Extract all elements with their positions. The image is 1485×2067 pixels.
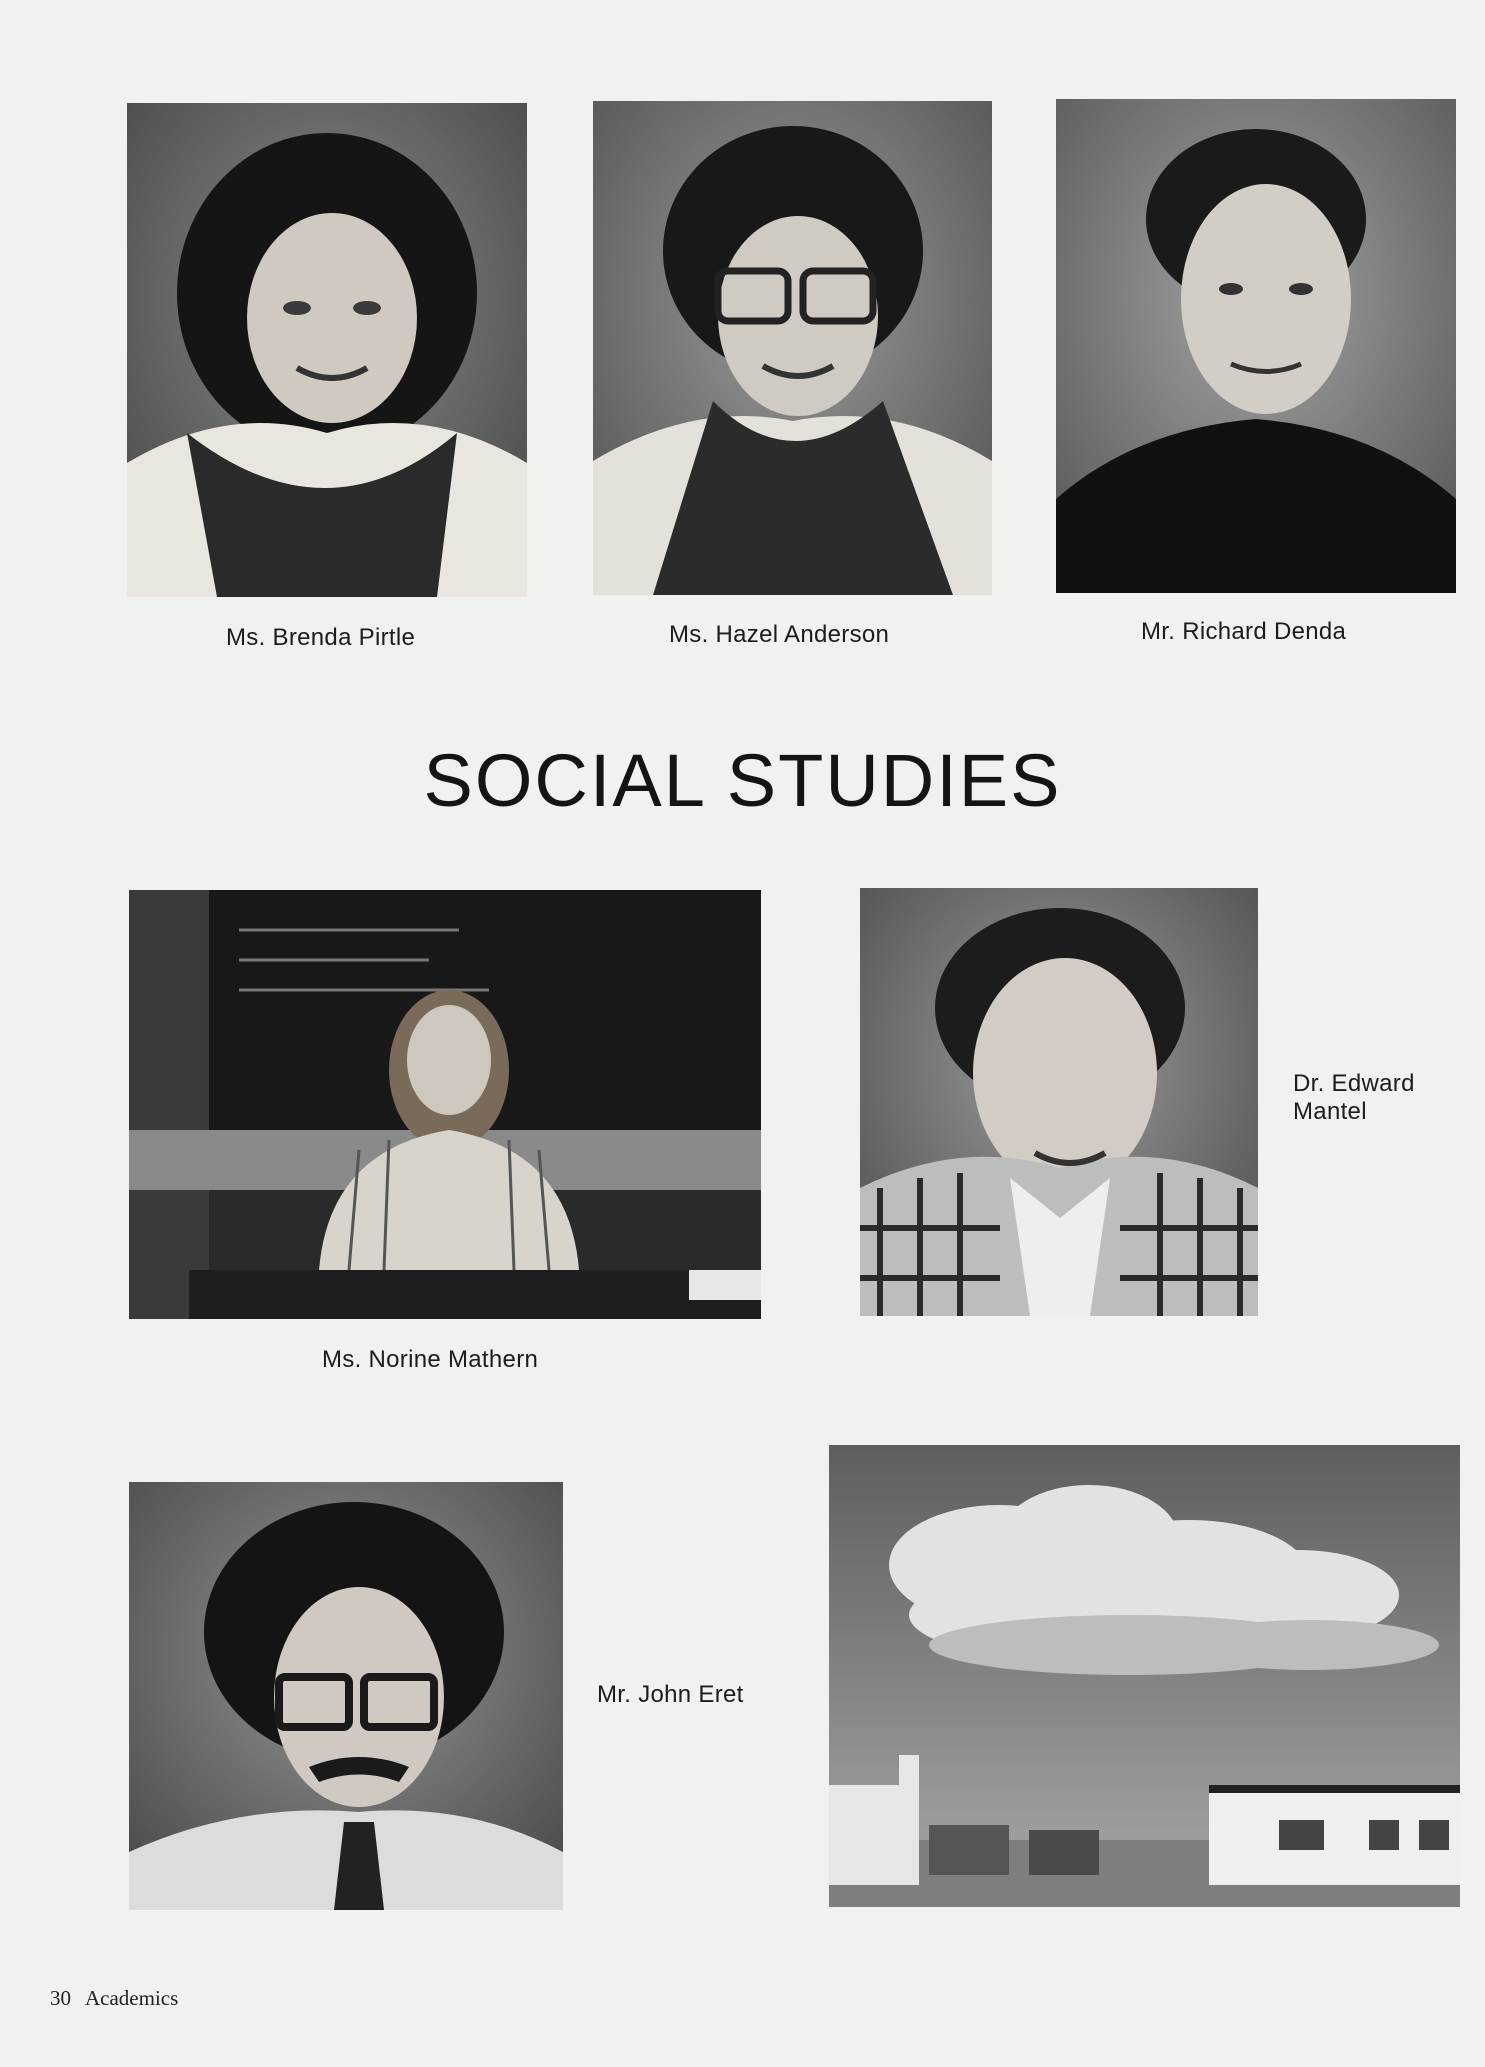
caption-norine-mathern: Ms. Norine Mathern (322, 1346, 539, 1373)
caption-edward-mantel-line2: Mantel (1293, 1098, 1367, 1125)
landscape-photo-clouds-buildings (829, 1445, 1460, 1907)
caption-john-eret: Mr. John Eret (597, 1681, 744, 1708)
portrait-photo-brenda-pirtle (127, 103, 527, 597)
page-number: 30 (50, 1986, 71, 2010)
portrait-photo-richard-denda (1056, 99, 1456, 593)
portrait-photo-hazel-anderson (593, 101, 992, 595)
caption-brenda-pirtle: Ms. Brenda Pirtle (226, 624, 416, 651)
caption-hazel-anderson: Ms. Hazel Anderson (669, 621, 890, 648)
portrait-man-plaid-jacket-image (860, 888, 1258, 1316)
portrait-photo-edward-mantel (860, 888, 1258, 1316)
portrait-photo-john-eret (129, 1482, 563, 1910)
portrait-woman-glasses-image (593, 101, 992, 595)
page-footer (50, 1986, 192, 2011)
caption-edward-mantel (1293, 1070, 1415, 1126)
section-label: Academics (85, 1986, 179, 2010)
portrait-man-turtleneck-image (1056, 99, 1456, 593)
caption-edward-mantel-line1: Dr. Edward (1293, 1070, 1415, 1097)
candid-photo-norine-mathern (129, 890, 761, 1319)
portrait-man-glasses-mustache-image (129, 1482, 563, 1910)
section-title: SOCIAL STUDIES (423, 739, 1062, 822)
classroom-chalkboard-image (129, 890, 761, 1319)
cloud-sky-building-image (829, 1445, 1460, 1907)
caption-richard-denda: Mr. Richard Denda (1141, 618, 1347, 645)
portrait-woman-curly-hair-image (127, 103, 527, 597)
